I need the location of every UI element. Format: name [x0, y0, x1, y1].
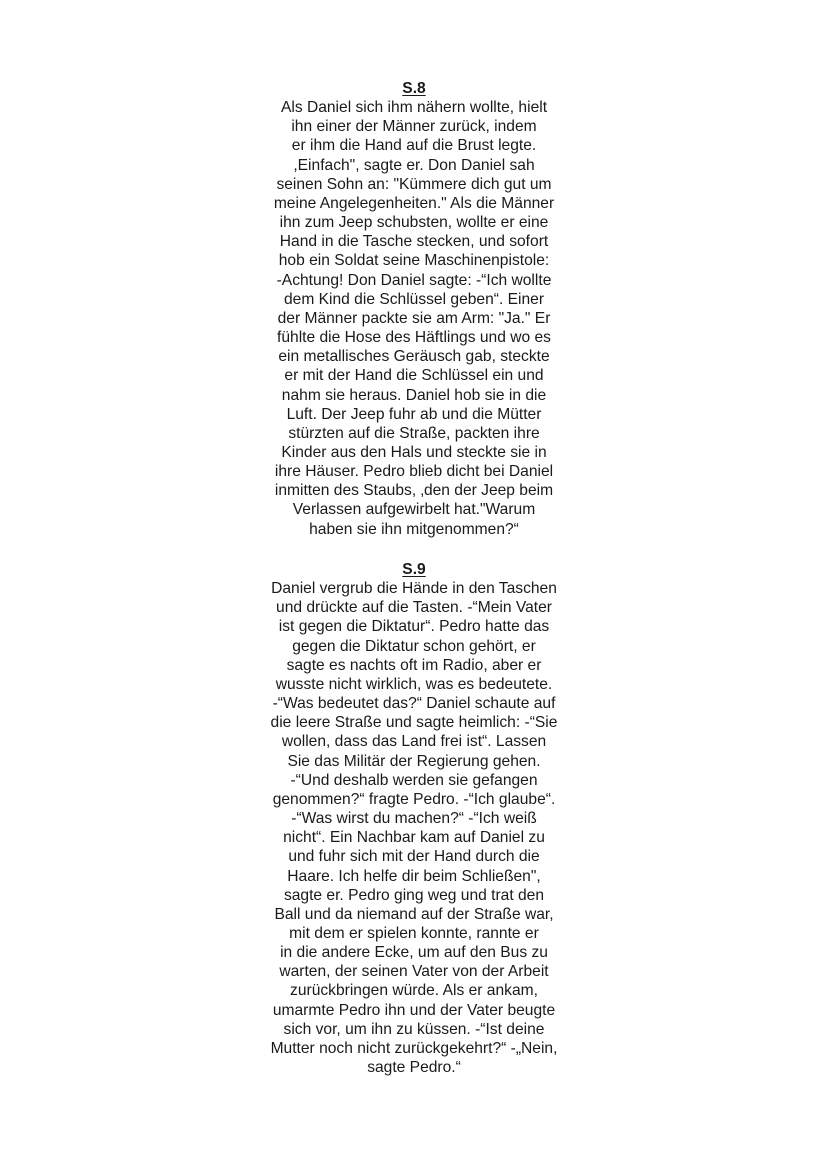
text-line: -“Was bedeutet das?“ Daniel schaute auf: [272, 695, 556, 713]
section-body: [234, 579, 594, 1077]
text-line: die leere Straße und sagte heimlich: -“Sie: [270, 714, 558, 732]
text-line: sagte er. Pedro ging weg und trat den: [283, 886, 545, 904]
section-heading: S.8: [402, 80, 426, 97]
text-line: fühlte die Hose des Häftlings und wo es: [277, 329, 551, 347]
section-heading: S.9: [402, 561, 426, 578]
text-line: ihn einer der Männer zurück, indem: [291, 118, 537, 136]
text-line: warten, der seinen Vater von der Arbeit: [279, 963, 549, 981]
text-line: er ihm die Hand auf die Brust legte.: [291, 137, 537, 155]
text-line: gegen die Diktatur schon gehört, er: [292, 637, 536, 655]
section-body: [234, 98, 594, 539]
text-line: ihn zum Jeep schubsten, wollte er eine: [279, 214, 549, 232]
text-line: sagte es nachts oft im Radio, aber er: [286, 656, 542, 674]
text-line: haben sie ihn mitgenommen?“: [309, 520, 519, 538]
text-line: umarmte Pedro ihn und der Vater beugte: [272, 1001, 556, 1019]
text-line: Daniel vergrub die Hände in den Taschen: [271, 580, 557, 598]
text-line: hob ein Soldat seine Maschinenpistole:: [278, 252, 550, 270]
text-line: Als Daniel sich ihm nähern wollte, hielt: [280, 99, 548, 117]
text-line: wusste nicht wirklich, was es bedeutete.: [275, 675, 553, 693]
text-line: Kinder aus den Hals und steckte sie in: [281, 443, 547, 461]
text-line: inmitten des Staubs, ‚den der Jeep beim: [274, 482, 554, 500]
text-line: -Achtung! Don Daniel sagte: -“Ich wollte: [276, 271, 552, 289]
text-line: Luft. Der Jeep fuhr ab und die Mütter: [286, 405, 542, 423]
text-line: der Männer packte sie am Arm: "Ja." Er: [277, 309, 551, 327]
text-line: und fuhr sich mit der Hand durch die: [288, 848, 540, 866]
text-line: mit dem er spielen konnte, rannte er: [289, 924, 539, 942]
section-s9: [234, 560, 594, 1077]
text-line: er mit der Hand die Schlüssel ein und: [284, 367, 544, 385]
text-line: Ball und da niemand auf der Straße war,: [274, 905, 554, 923]
text-line: sagte Pedro.“: [367, 1059, 461, 1077]
text-line: genommen?“ fragte Pedro. -“Ich glaube“.: [272, 790, 556, 808]
text-line: in die andere Ecke, um auf den Bus zu: [280, 944, 548, 962]
text-line: Haare. Ich helfe dir beim Schließen",: [287, 867, 541, 885]
text-line: ihre Häuser. Pedro blieb dicht bei Daniel: [274, 463, 554, 481]
text-line: sich vor, um ihn zu küssen. -“Ist deine: [283, 1020, 545, 1038]
section-s8: [234, 79, 594, 539]
text-line: seinen Sohn an: "Kümmere dich gut um: [276, 175, 552, 193]
text-line: dem Kind die Schlüssel geben“. Einer: [283, 290, 545, 308]
text-line: ,Einfach", sagte er. Don Daniel sah: [293, 156, 535, 174]
text-line: -“Und deshalb werden sie gefangen: [290, 771, 538, 789]
text-line: nahm sie heraus. Daniel hob sie in die: [281, 386, 547, 404]
text-line: Sie das Militär der Regierung gehen.: [287, 752, 541, 770]
text-line: ein metallisches Geräusch gab, steckte: [278, 348, 550, 366]
text-line: Mutter noch nicht zurückgekehrt?“ -„Nein,: [270, 1039, 558, 1057]
text-line: Hand in die Tasche stecken, und sofort: [279, 233, 549, 251]
text-line: Verlassen aufgewirbelt hat."Warum: [292, 501, 536, 519]
text-line: wollen, dass das Land frei ist“. Lassen: [281, 733, 547, 751]
text-line: -“Was wirst du machen?“ -“Ich weiß: [291, 810, 537, 828]
text-line: stürzten auf die Straße, packten ihre: [288, 424, 540, 442]
text-line: meine Angelegenheiten." Als die Männer: [273, 194, 555, 212]
text-line: nicht“. Ein Nachbar kam auf Daniel zu: [283, 829, 545, 847]
text-line: ist gegen die Diktatur“. Pedro hatte das: [278, 618, 550, 636]
text-line: und drückte auf die Tasten. -“Mein Vater: [276, 599, 552, 617]
text-line: zurückbringen würde. Als er ankam,: [290, 982, 538, 1000]
